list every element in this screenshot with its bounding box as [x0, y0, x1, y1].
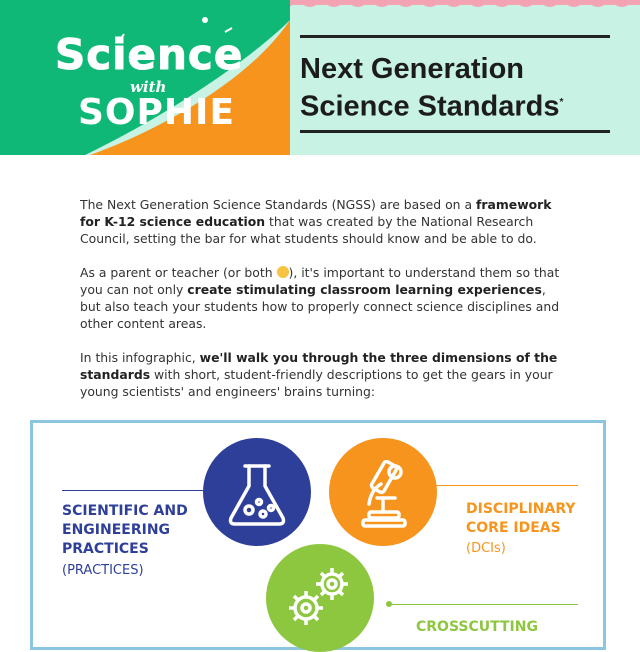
laughing-emoji-icon — [277, 266, 289, 278]
practices-title — [62, 502, 188, 559]
gears-icon — [266, 544, 374, 652]
title-mark: * — [559, 97, 564, 108]
intro-p1-bold: framework for K-12 science education — [80, 197, 552, 229]
practices-connector — [62, 490, 222, 491]
logo-with: with — [130, 78, 167, 96]
core-connector — [420, 485, 578, 486]
practices-abbrev: (PRACTICES) — [62, 563, 144, 578]
microscope-icon — [329, 438, 437, 546]
cross-connector-dot — [386, 601, 392, 607]
title-line-2: Science Standards — [300, 90, 560, 123]
logo-science: Science — [55, 30, 244, 79]
core-title-line-2: CORE IDEAS — [466, 520, 561, 536]
logo-sophie: SOPHIE — [78, 92, 236, 133]
practices-title-line-2: ENGINEERING — [62, 522, 171, 538]
intro-paragraph-1 — [80, 196, 570, 247]
header-banner — [0, 0, 640, 155]
page-title — [300, 52, 563, 124]
practices-title-line-3: PRACTICES — [62, 541, 149, 557]
practices-title-line-1: SCIENTIFIC AND — [62, 503, 188, 519]
core-ideas-title — [466, 500, 576, 538]
intro-p1-text-c: that was created by the National Research Council, setting the bar for what students should know and be able to do. — [80, 214, 537, 246]
flask-icon — [203, 438, 311, 546]
intro-p2-text-b: ), it's important to understand them so that you can not only — [80, 265, 560, 297]
intro-p3-bold: we'll walk you through the three dimensions of the standards — [80, 350, 558, 382]
title-rule-bottom — [300, 130, 610, 133]
intro-paragraph-3 — [80, 349, 570, 400]
intro-p3-text-c: with short, student-friendly descriptions to get the gears in your young scientists' and engineers' brains turning: — [80, 367, 553, 399]
crosscutting-title — [416, 618, 538, 637]
title-rule-top — [300, 35, 610, 38]
crosscutting-circle — [266, 544, 374, 652]
title-line-1: Next Generation — [300, 53, 524, 85]
intro-p2-text-a: As a parent or teacher (or both — [80, 265, 277, 280]
intro-p1-text-a: The Next Generation Science Standards (NGSS) are based on a — [80, 197, 477, 212]
practices-circle — [203, 438, 311, 546]
intro-p3-text-a: In this infographic, — [80, 350, 200, 365]
intro-p2-bold: create stimulating classroom learning experiences — [187, 282, 542, 297]
core-ideas-abbrev: (DCIs) — [466, 541, 506, 556]
intro-p2-text-d: , but also teach your students how to properly connect science disciplines and other content areas. — [80, 282, 560, 331]
core-title-line-1: DISCIPLINARY — [466, 501, 576, 517]
cross-title-line-1: CROSSCUTTING — [416, 619, 538, 635]
intro-paragraph-2 — [80, 264, 570, 332]
intro-text — [80, 196, 570, 417]
core-ideas-circle — [329, 438, 437, 546]
cross-connector — [388, 604, 578, 605]
